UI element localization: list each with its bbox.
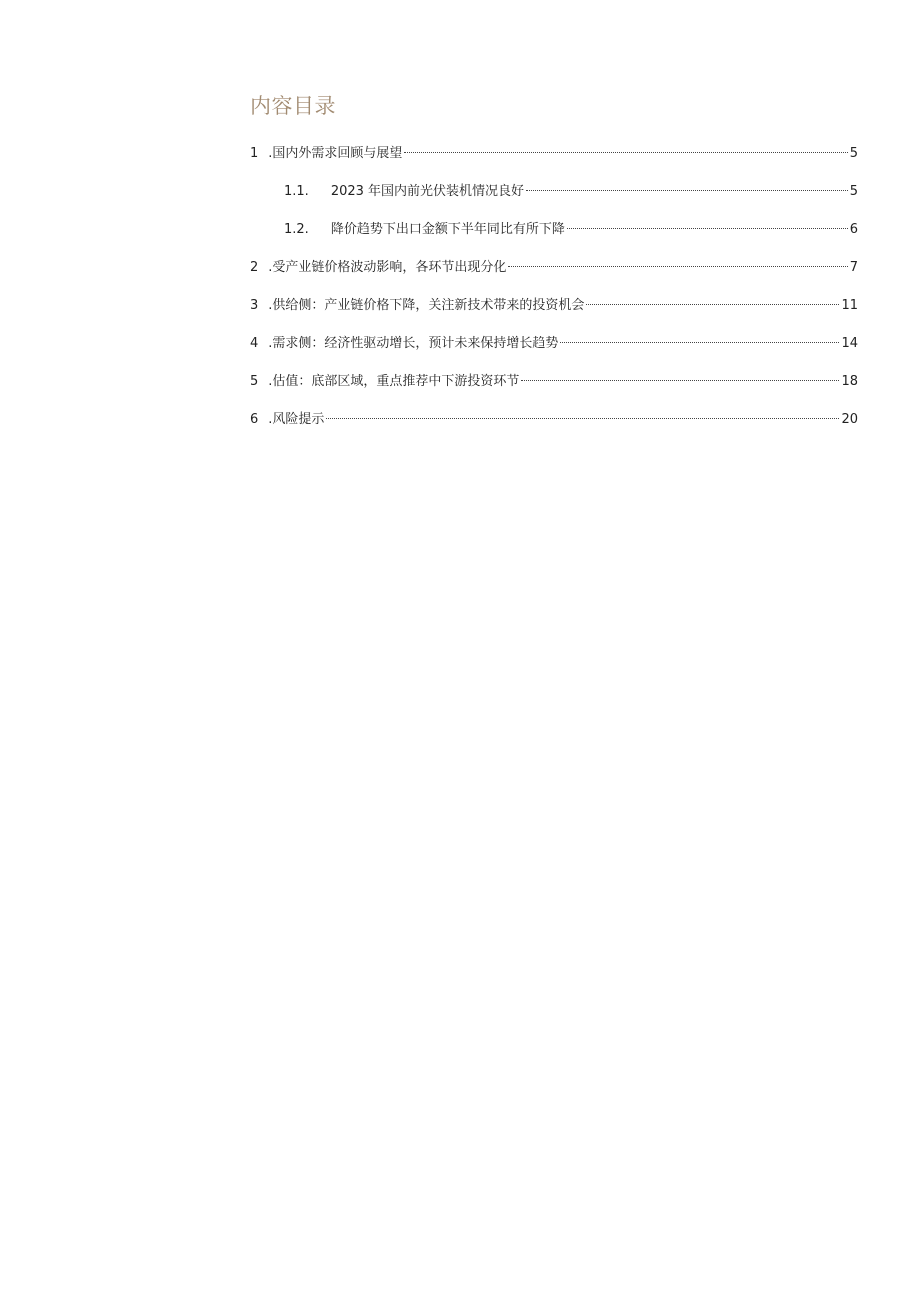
toc-entry-page: 18 [841,374,858,389]
toc-dot-leader [404,152,847,153]
toc-entry-page: 11 [841,298,858,313]
toc-entry-3[interactable] [250,293,858,331]
toc-entry-number: 5 [250,374,259,389]
toc-entry-number: 6 [250,412,259,427]
toc-entry-page: 5 [849,146,858,161]
toc-entry-page: 14 [841,336,858,351]
toc-entry-number: 3 [250,298,259,313]
toc-entry-4[interactable] [250,331,858,369]
toc-list [250,141,858,445]
toc-entry-1-1[interactable] [250,179,858,217]
toc-dot-leader [567,228,848,229]
toc-entry-text: .国内外需求回顾与展望 [268,146,403,161]
toc-dot-leader [526,190,848,191]
toc-dot-leader [508,266,847,267]
toc-entry-text: 降价趋势下出口金额下半年同比有所下降 [330,222,565,237]
toc-entry-text: .风险提示 [268,412,325,427]
toc-entry-page: 5 [849,184,858,199]
toc-entry-page: 6 [849,222,858,237]
toc-entry-page: 7 [849,260,858,275]
toc-entry-text: .受产业链价格波动影响，各环节出现分化 [268,260,507,275]
toc-dot-leader [326,418,839,419]
toc-entry-2[interactable] [250,255,858,293]
toc-entry-page: 20 [841,412,858,427]
toc-dot-leader [560,342,839,343]
toc-entry-number: 1 [250,146,259,161]
toc-dot-leader [521,380,839,381]
toc-entry-6[interactable] [250,407,858,445]
toc-entry-number: 1.1. [284,184,309,199]
toc-entry-number: 4 [250,336,259,351]
toc-title: 内容目录 [250,94,336,118]
toc-entry-1[interactable] [250,141,858,179]
toc-entry-text: .需求侧：经济性驱动增长，预计未来保持增长趋势 [268,336,559,351]
toc-entry-text: .估值：底部区域，重点推荐中下游投资环节 [268,374,520,389]
toc-entry-1-2[interactable] [250,217,858,255]
toc-entry-text: .供给侧：产业链价格下降，关注新技术带来的投资机会 [268,298,585,313]
toc-dot-leader [586,304,839,305]
toc-entry-5[interactable] [250,369,858,407]
toc-entry-number: 1.2. [284,222,309,237]
toc-entry-number: 2 [250,260,259,275]
toc-entry-text: 2023 年国内前光伏装机情况良好 [330,184,525,199]
